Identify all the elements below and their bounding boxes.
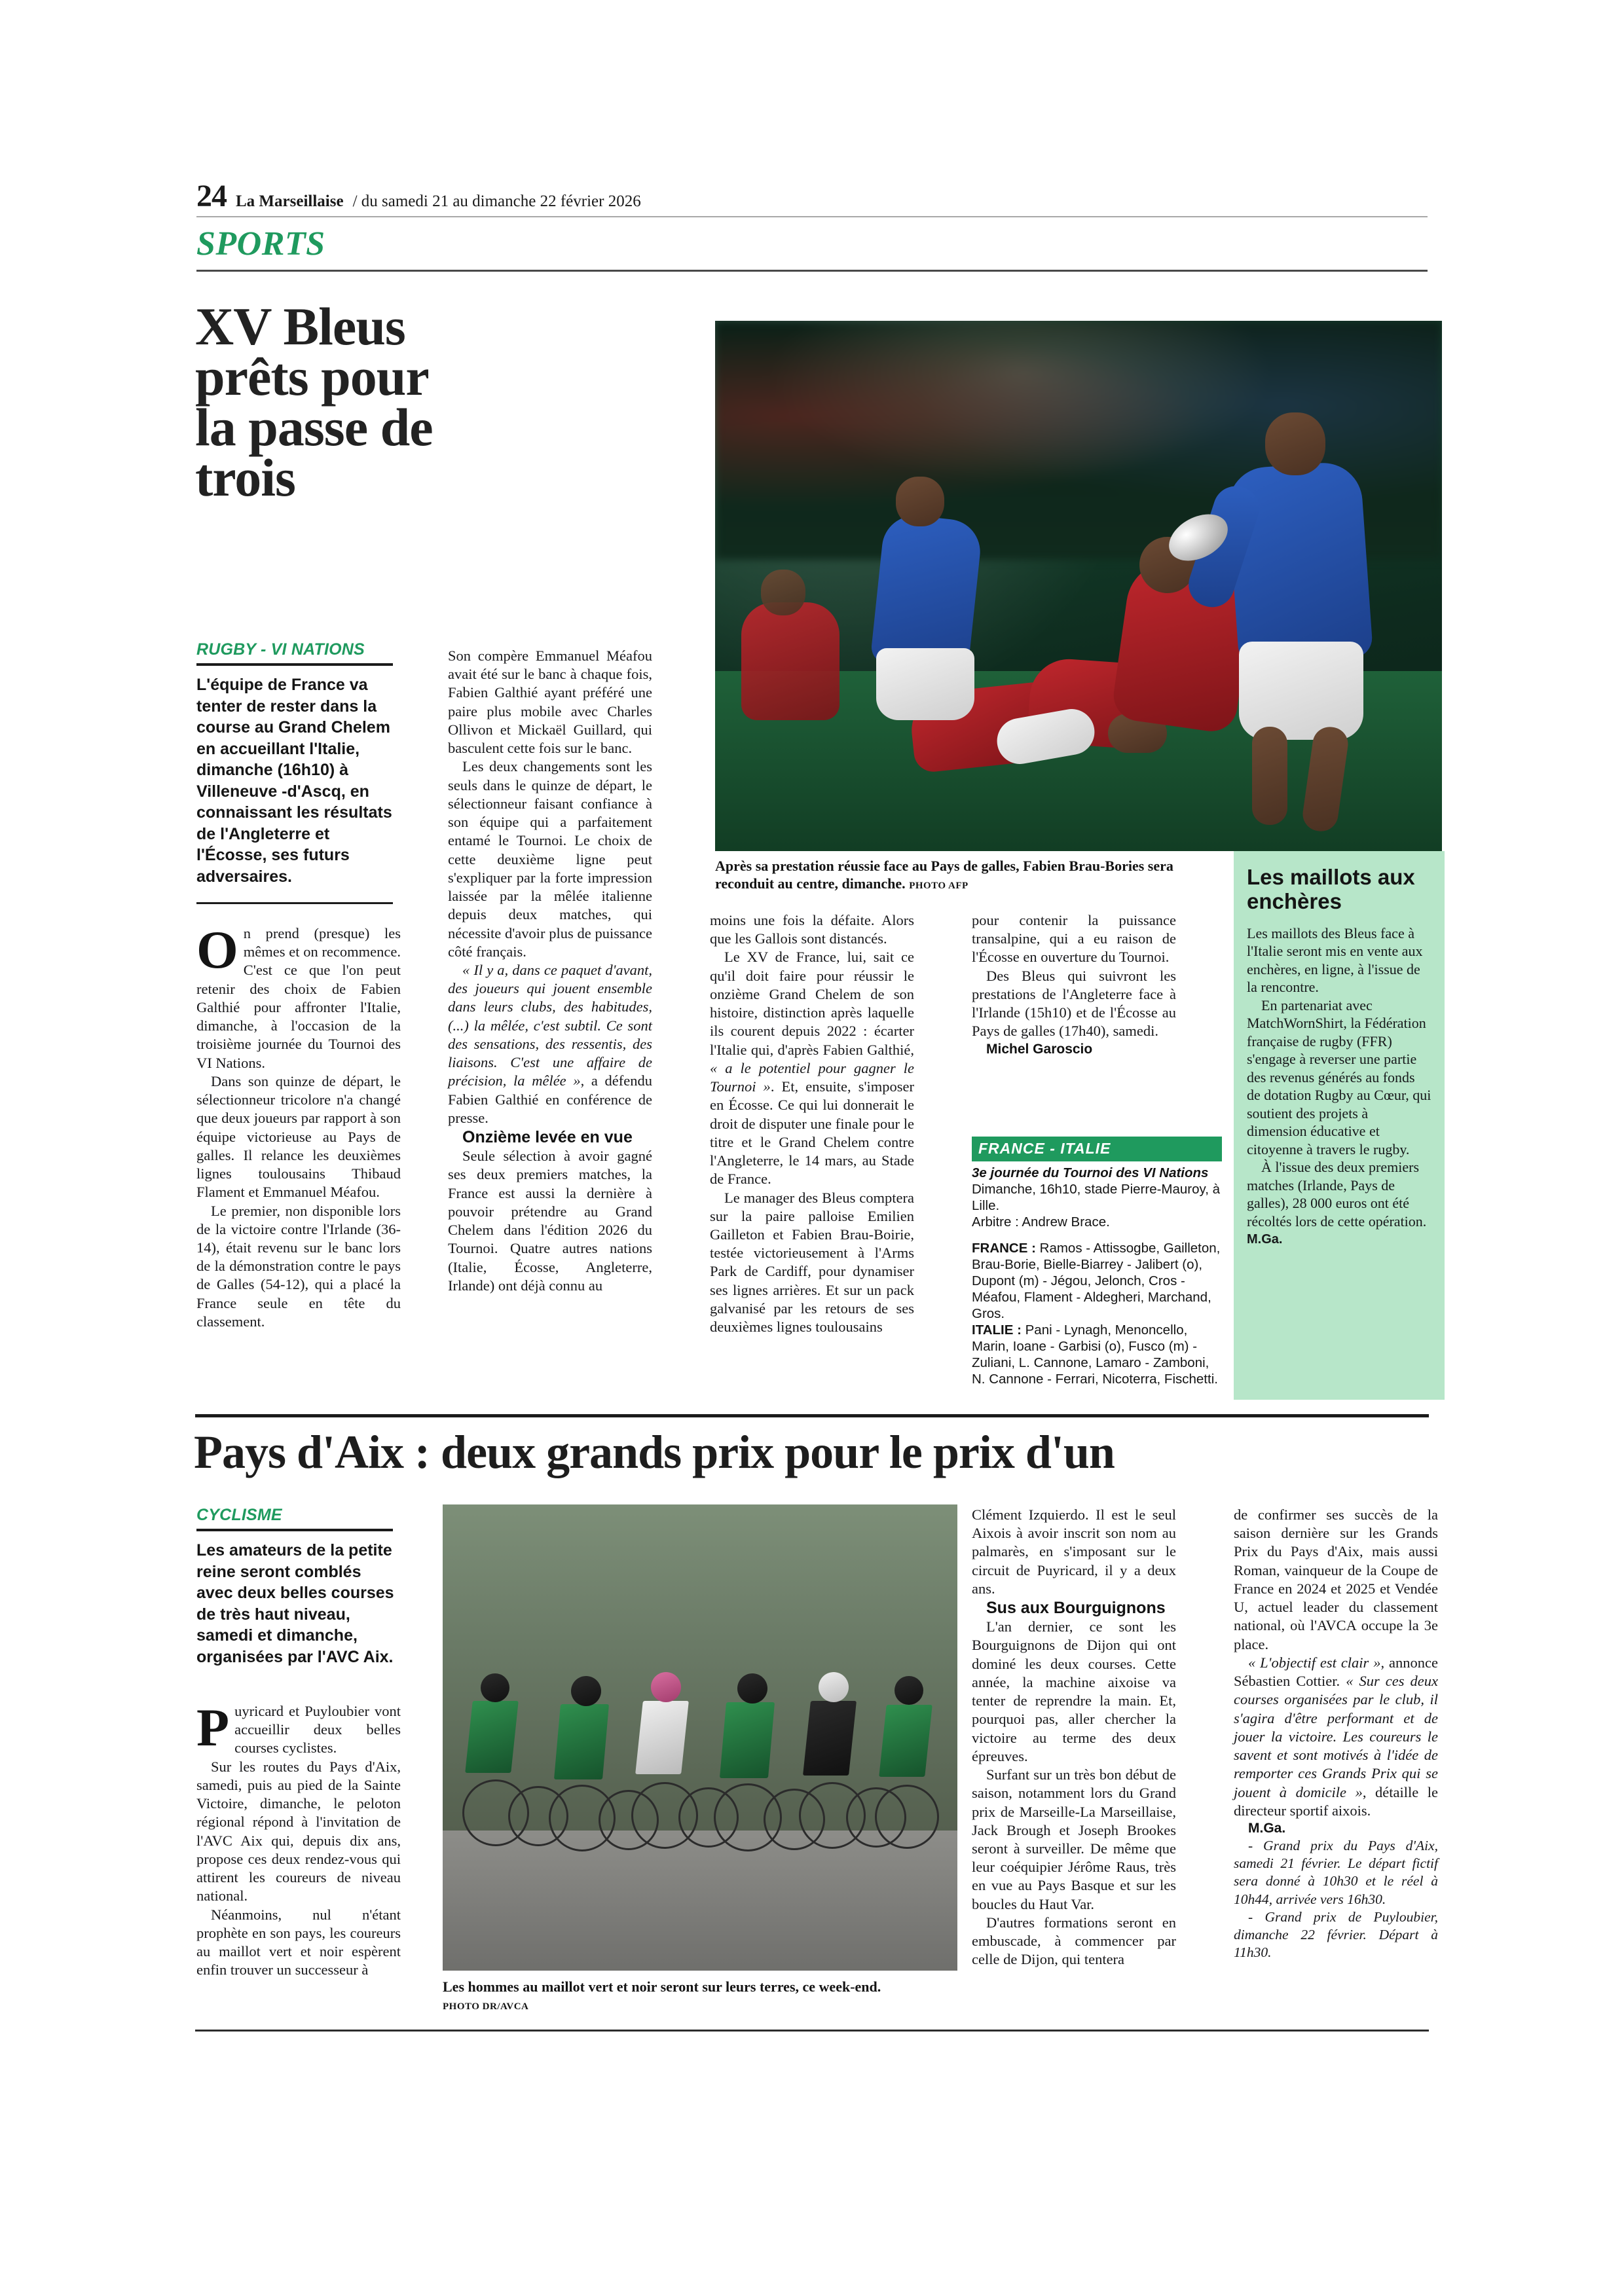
rugby-col2-p2: Les deux changements sont les seuls dans le quinze de départ, le sélectionneur faisant confiance à son équipe qui a parfaitement entamé le Tournoi. Le choix de cette deuxième ligne peut s'expliquer par la forte impression laissée par la mêlée italienne depuis deux matches, qui nécessite d'avoir plus de puissance côté français. <box>448 758 652 960</box>
cycling-col2-p1: Clément Izquierdo. Il est le seul Aixois à avoir inscrit son nom au palmarès, en s'imposant sur le circuit de Puyricard, il y a deux ans. <box>972 1506 1176 1597</box>
section-divider <box>196 270 1428 272</box>
match-box-line3: Arbitre : Andrew Brace. <box>972 1214 1110 1230</box>
rugby-col3-p2-text: Le XV de France, lui, sait ce qu'il doit faire pour réussir le onzième Grand Chelem de son histoire, distinction après laquelle ils courent depuis 2022 : écarter l'Italie qui, d'après Fabien Galthié, <box>710 949 914 1058</box>
cycling-col2-p3: Surfant sur un très bon début de saison, notamment lors du Grand prix de Marseille-La Marseillaise, Jack Brough et Joseph Brookes seront à surveiller. De même que leur coéquipier Jérôme Raus, très en vue au Pays Basque et sur les boucles du Haut Var. <box>972 1766 1176 1912</box>
cycling-kicker-rule <box>196 1529 393 1531</box>
jerseys-auction-box <box>1234 851 1445 1400</box>
cycling-col3-p1: de confirmer ses succès de la saison dernière sur les Grands Prix du Pays d'Aix, mais aussi Roman, vainqueur de la Coupe de France en 2024 et 2025 et Vendée U, actuel leader du classement national, où l'AVCA occupe la 3e place. <box>1234 1506 1438 1652</box>
cycling-kicker-block <box>196 1506 406 1531</box>
cycling-quote-1: « L'objectif est clair » <box>1248 1654 1381 1671</box>
cycling-photo-caption <box>443 1978 901 2014</box>
match-box-france <box>972 1240 1222 1322</box>
rugby-column-1 <box>196 920 401 1331</box>
cycling-endnote-2: - Grand prix de Puyloubier, dimanche 22 février. Départ à 11h30. <box>1234 1908 1438 1960</box>
match-info-box <box>972 1137 1222 1387</box>
rugby-col2-after: Seule sélection à avoir gagné ses deux premiers matches, la France est aussi la dernière à pouvoir prétendre au Grand Chelem dans l'édition 2026 du Tournoi. Quatre autres nations (Italie, Écosse, Angleterre, Irlande) ont déjà connu au <box>448 1148 652 1294</box>
italie-lineup: Pani - Lynagh, Menoncello, Marin, Ioane - Garbisi (o), Fusco (m) - Zuliani, L. Cannone, Lamaro - Zamboni, N. Cannone - Ferrari, Nicoterra, Fischetti. <box>972 1322 1218 1387</box>
rugby-col3-tail: . Et, ensuite, s'imposer en Écosse. Ce qui lui donnerait le droit de disputer une finale pour le titre et le Grand Chelem contre l'Angleterre, le 14 mars, au Stade de France. <box>710 1078 914 1188</box>
france-label: FRANCE : <box>972 1241 1036 1256</box>
rugby-column-2 <box>448 647 652 1295</box>
cycling-quote-tail: , détaille le directeur sportif aixois. <box>1234 1783 1439 1819</box>
match-box-line1: 3e journée du Tournoi des VI Nations <box>972 1165 1209 1180</box>
masthead <box>196 178 1428 214</box>
masthead-divider <box>196 216 1428 217</box>
page-folio: 24 <box>196 179 227 213</box>
cycling-col2-subhead: Sus aux Bourguignons <box>986 1599 1166 1618</box>
rugby-col2-subhead: Onzième levée en vue <box>462 1128 633 1147</box>
cycling-col2-p4: D'autres formations seront en embuscade, à commencer par celle de Dijon, qui tentera <box>972 1914 1176 1968</box>
rugby-lead: L'équipe de France va tenter de rester dans la course au Grand Chelem en accueillant l'Italie, dimanche (16h10) à Villeneuve -d'Ascq, en connaissant les résultats de l'Angleterre et l'Écosse, ses futurs adversaires. <box>196 676 392 886</box>
jerseys-box-sign: M.Ga. <box>1247 1232 1283 1247</box>
cycling-bottom-rule <box>195 2030 1429 2032</box>
rugby-column-4 <box>972 911 1176 1058</box>
cycling-kicker-label: CYCLISME <box>196 1506 282 1524</box>
match-box-title: FRANCE - ITALIE <box>972 1137 1222 1161</box>
jerseys-box-p2: En partenariat avec MatchWornShirt, la Fédération française de rugby (FFR) s'engage à reverser une partie des revenus générés au fonds de dotation Rugby au Cœur, qui soutient des projets à dimension éducative et citoyenne à travers le rugby. <box>1247 996 1431 1157</box>
paper-name: La Marseillaise <box>236 192 344 210</box>
rugby-photo <box>715 321 1442 851</box>
cycling-caption-text: Les hommes au maillot vert et noir seront sur leurs terres, ce week-end. <box>443 1978 881 1995</box>
rugby-col3-p2 <box>710 948 914 1188</box>
rugby-photo-caption <box>715 858 1226 893</box>
rugby-col1-p2: Dans son quinze de départ, le sélectionneur tricolore n'a changé que deux joueurs par rapport à son équipe victorieuse au Pays de galles. Il relance les deuxièmes lignes toulousains Thibaud Flament et Emmanuel Méafou. <box>196 1072 401 1201</box>
rugby-col2-quote-tail: , a défendu Fabien Galthié en conférence de presse. <box>448 1072 653 1126</box>
rugby-photo-credit: PHOTO AFP <box>909 880 969 891</box>
rugby-col3-p3: Le manager des Bleus comptera sur la paire palloise Emilien Gailleton et Fabien Brau-Boirie, testée victorieusement à l'Arms Park de Cardiff, pour dynamiser ses lignes arrières. Et sur un pack galvanisé par les retours de ses deuxièmes lignes toulousains <box>710 1189 914 1336</box>
cycling-endnote-2-text: Grand prix de Puyloubier, dimanche 22 février. Départ à 11h30. <box>1234 1908 1438 1960</box>
jerseys-box-title: Les maillots aux enchères <box>1247 865 1415 913</box>
match-box-italie <box>972 1322 1222 1387</box>
italie-label: ITALIE : <box>972 1322 1022 1338</box>
rugby-col2-quote-para <box>448 961 652 1127</box>
rugby-col2-p1: Son compère Emmanuel Méafou avait été sur le banc à chaque fois, Fabien Galthié ayant préféré une paire plus mobile avec Charles Ollivon et Mickaël Guillard, qui basculent cette fois sur le banc. <box>448 647 652 757</box>
rugby-kicker-block <box>196 640 406 666</box>
rugby-col2-quote: « Il y a, dans ce paquet d'avant, des joueurs qui jouent ensemble dans leurs clubs, des habitudes, (...) la mêlée, c'est subtil. Ce sont des sensations, des ressentis, des liaisons. C'est une affaire de précision, la mêlée » <box>448 961 652 1089</box>
cycling-col3-quote-para <box>1234 1654 1438 1820</box>
cycling-quote-2: « Sur ces deux courses organisées par le club, il s'agira d'être performant et de jouer la victoire. Les coureurs le savent et sont motivés à l'idée de remporter ces Grands Prix qui se jouent à domicile » <box>1234 1673 1438 1800</box>
rugby-kicker-rule <box>196 663 393 666</box>
issue-date: / du samedi 21 au dimanche 22 février 2026 <box>352 192 641 210</box>
cycling-top-rule <box>195 1414 1429 1417</box>
rugby-col1-p3: Le premier, non disponible lors de la victoire contre l'Irlande (36-14), était revenu sur le banc lors de la démonstration contre le pays de Galles (54-12), qui a placé la France seule en tête du classement. <box>196 1202 401 1330</box>
cycling-col1-p2: Sur les routes du Pays d'Aix, samedi, puis au pied de la Sainte Victoire, dimanche, le peloton régional répond à l'invitation de l'AVC Aix qui, depuis dix ans, propose ces deux rendez-vous qui attirent les coureurs de niveau national. <box>196 1758 401 1904</box>
rugby-col3-p1: moins une fois la défaite. Alors que les Gallois sont distancés. <box>710 912 914 947</box>
rugby-column-3 <box>710 911 914 1336</box>
cycling-col1-p1: Puyricard et Puyloubier vont accueillir deux belles courses cyclistes. <box>196 1698 401 1757</box>
cycling-quote-mid: , annonce Sébastien Cottier. <box>1234 1654 1438 1690</box>
rugby-col1-p1: On prend (presque) les mêmes et on recommence. C'est ce que l'on peut retenir des choix de Fabien Galthié pour affronter l'Italie, dimanche, à l'occasion de la troisième journée du Tournoi des VI Nations. <box>196 920 401 1071</box>
france-lineup: Ramos - Attissogbe, Gailleton, Brau-Borie, Bielle-Biarrey - Jalibert (o), Dupont (m) - Jégou, Jelonch, Cros - Méafou, Flament - Aldegheri, Marchand, Gros. <box>972 1241 1221 1321</box>
cycling-col2-p2: L'an dernier, ce sont les Bourguignons de Dijon qui ont dominé les deux courses. Cette année, la machine aixoise va tenter de reprendre la main. Et, pourquoi pas, aller chercher la victoire au terme des deux épreuves. <box>972 1618 1176 1764</box>
rugby-col3-quote: « a le potentiel pour gagner le Tournoi » <box>710 1059 914 1095</box>
rugby-byline: Michel Garoscio <box>986 1041 1093 1057</box>
cycling-endnote-1-text: Grand prix du Pays d'Aix, samedi 21 février. Le départ fictif sera donné à 10h30 et le réel à 10h44, arrivée vers 16h30. <box>1234 1838 1438 1907</box>
rugby-col4-p1: pour contenir la puissance transalpine, qui a eu raison de l'Écosse en ouverture du Tournoi. <box>972 912 1176 966</box>
jerseys-box-body <box>1247 924 1431 1248</box>
cycling-column-3 <box>1234 1506 1438 1961</box>
rugby-lead-rule <box>196 902 393 904</box>
match-box-line2: Dimanche, 16h10, stade Pierre-Mauroy, à Lille. <box>972 1182 1221 1213</box>
cycling-col1-p3: Néanmoins, nul n'étant prophète en son pays, les coureurs au maillot vert et noir espèrent enfin trouver un successeur à <box>196 1906 401 1978</box>
rugby-kicker-label: RUGBY - VI NATIONS <box>196 640 365 659</box>
cycling-column-1 <box>196 1698 401 1980</box>
cycling-byline: M.Ga. <box>1248 1820 1286 1836</box>
cycling-endnote-1: - Grand prix du Pays d'Aix, samedi 21 février. Le départ fictif sera donné à 10h30 et le réel à 10h44, arrivée vers 16h30. <box>1234 1838 1438 1907</box>
section-title: SPORTS <box>196 225 325 263</box>
cycling-photo-credit: PHOTO DR/AVCA <box>443 2001 529 2012</box>
jerseys-box-p3: À l'issue des deux premiers matches (Irlande, Pays de galles), 28 000 euros ont été récoltés lors de cette opération. <box>1247 1159 1427 1230</box>
cycling-headline: Pays d'Aix : deux grands prix pour le prix d'un <box>194 1426 1115 1478</box>
rugby-headline: XV Bleus prêts pour la passe de trois <box>195 297 433 508</box>
cycling-lead: Les amateurs de la petite reine seront comblés avec deux belles courses de très haut niveau, samedi et dimanche, organisées par l'AVC Aix. <box>196 1541 394 1666</box>
cycling-column-2 <box>972 1506 1176 1969</box>
cycling-photo <box>443 1504 957 1971</box>
rugby-col4-p2: Des Bleus qui suivront les prestations de l'Angleterre face à l'Irlande (15h10) et de l'Écosse au Pays de galles (17h40), samedi. <box>972 967 1176 1040</box>
match-box-body <box>972 1161 1222 1387</box>
rugby-caption-text: Après sa prestation réussie face au Pays de galles, Fabien Brau-Bories sera reconduit au centre, dimanche. <box>715 858 1173 892</box>
jerseys-box-p1: Les maillots des Bleus face à l'Italie seront mis en vente aux enchères, en ligne, à l'issue de la rencontre. <box>1247 924 1423 996</box>
